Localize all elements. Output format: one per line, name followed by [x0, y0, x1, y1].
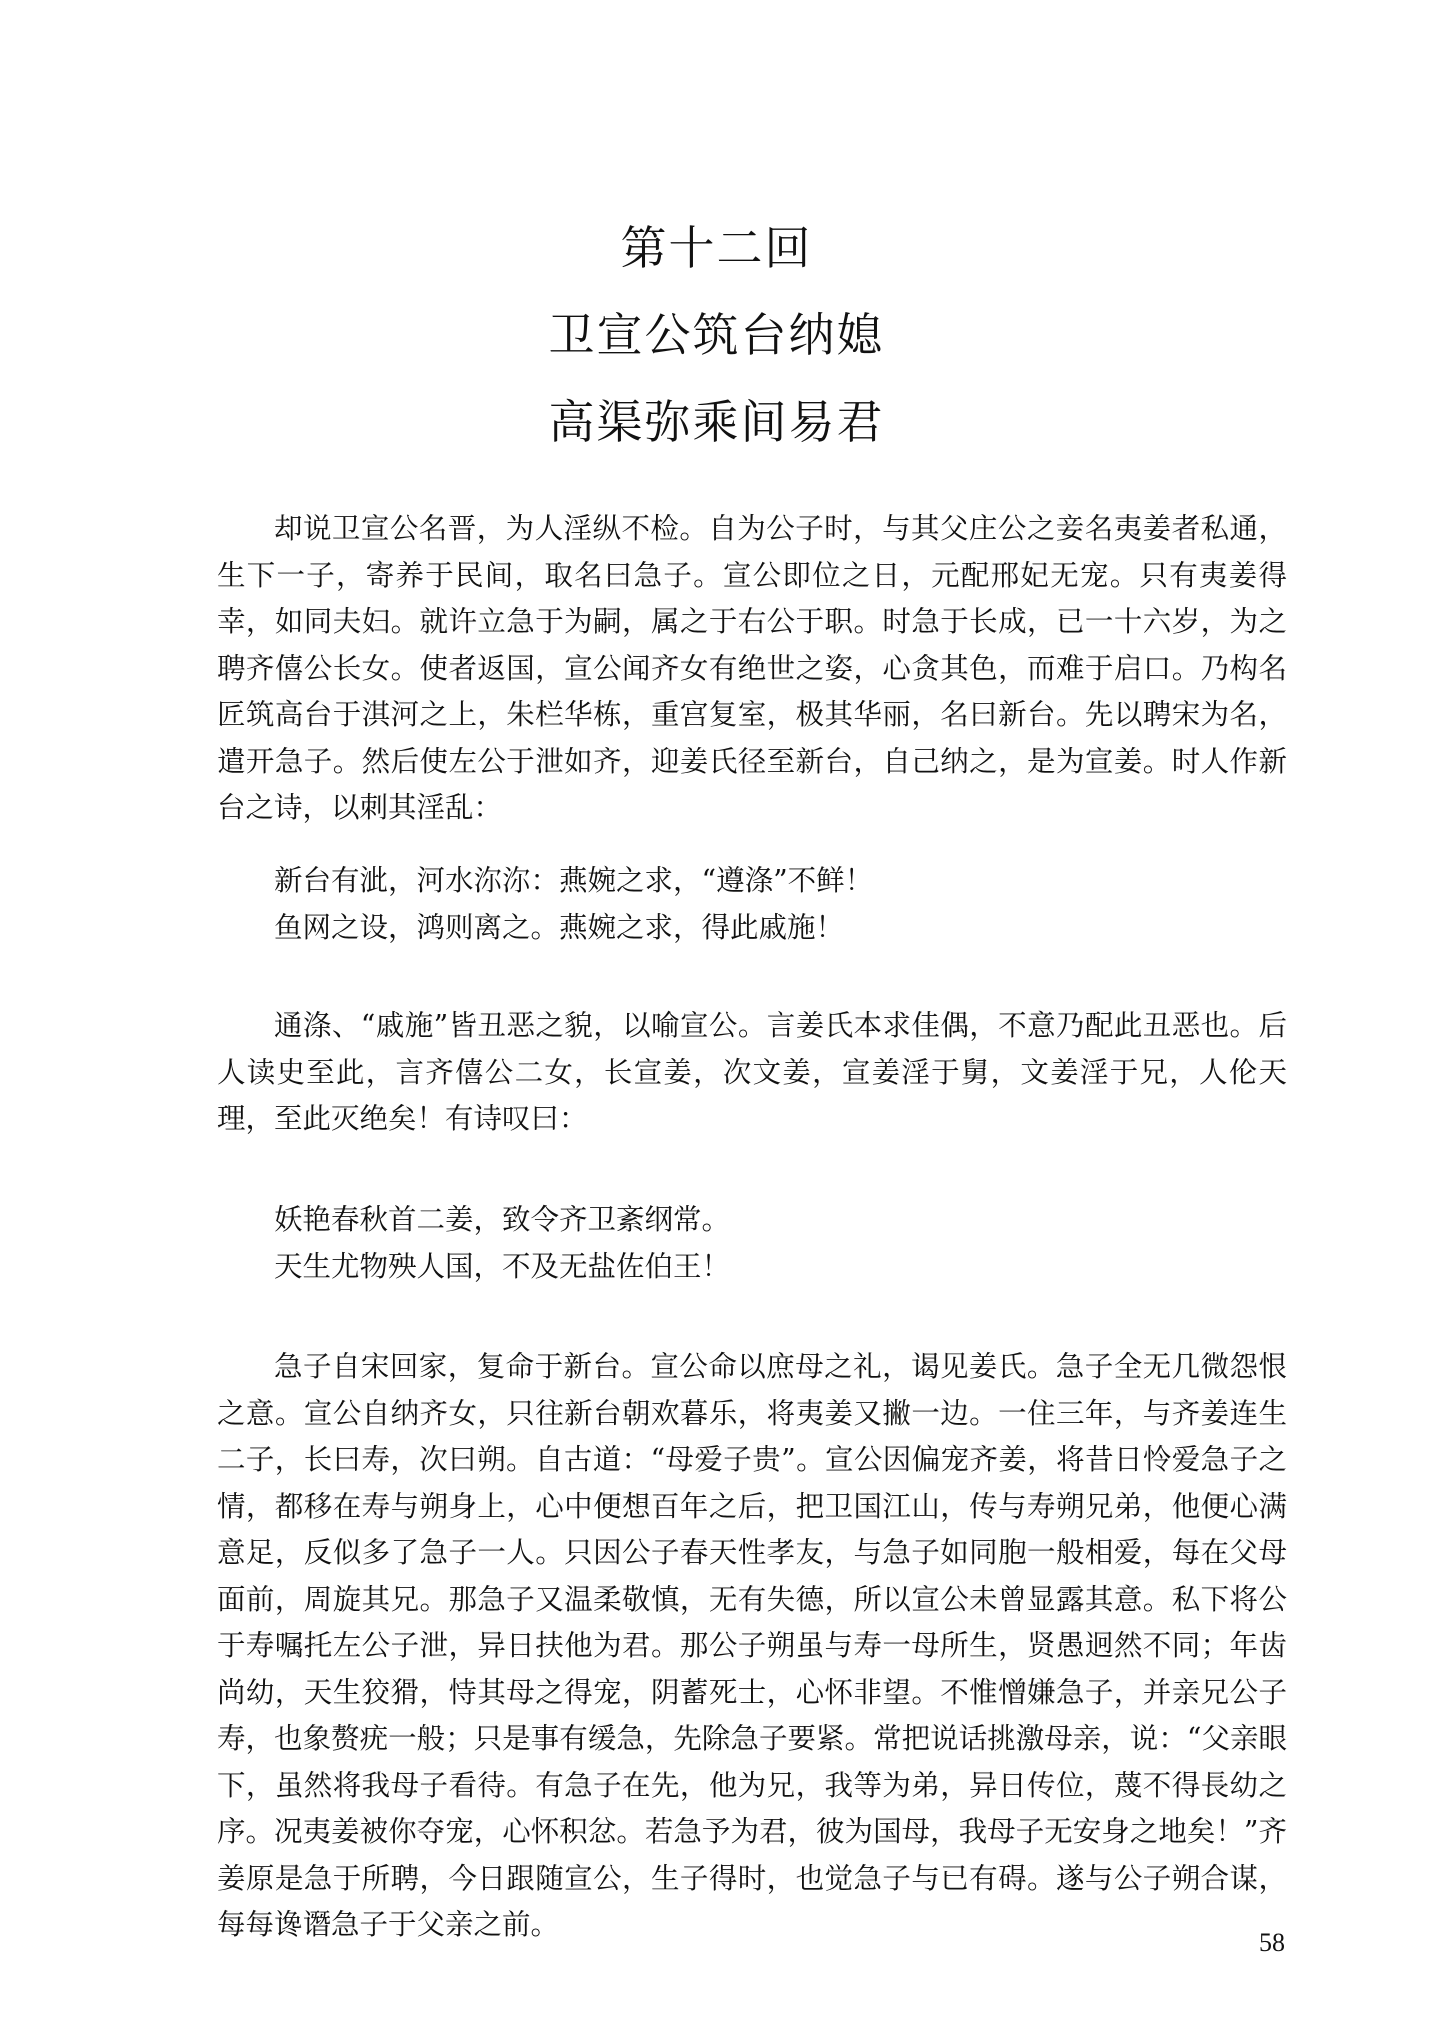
poem-verse [217, 858, 1287, 951]
poem-line: 新台有泚，河水沵沵：燕婉之求，“遵涤”不鲜！ [274, 864, 874, 897]
chapter-title-line-1: 卫宣公筑台纳媳 [548, 308, 885, 362]
body-paragraph: 急子自宋回家，复命于新台。宣公命以庶母之礼，谒见姜氏。急子全无几微怨恨之意。宣公自纳齐女，只往新台朝欢暮乐，将夷姜又撇一边。一住三年，与齐姜连生二子，长曰寿，次曰朔。自古道：“母爱子贵”。宣公因偏宠齐姜，将昔日怜爱急子之情，都移在寿与朔身上，心中便想百年之后，把卫国江山，传与寿朔兄弟，他便心满意足，反似多了急子一人。只因公子春天性孝友，与急子如同胞一般相爱，每在父母面前，周旋其兄。那急子又温柔敬慎，无有失德，所以宣公未曾显露其意。私下将公于寿嘱托左公子泄，异日扶他为君。那公子朔虽与寿一母所生，贤愚迥然不同；年齿尚幼，天生狡猾，恃其母之得宠，阴蓄死士，心怀非望。不惟憎嫌急子，并亲兄公子寿，也象赘疣一般；只是事有缓急，先除急子要紧。常把说话挑激母亲，说：“父亲眼下，虽然将我母子看待。有急子在先，他为兄，我等为弟，异日传位，蔑不得長幼之序。况夷姜被你夺宠，心怀积忿。若急予为君，彼为国母，我母子无安身之地矣！”齐姜原是急于所聘，今日跟随宣公，生子得时，也觉急子与已有碍。遂与公子朔合谋，每每谗谮急子于父亲之前。 [217, 1350, 1287, 1941]
poem-line: 天生尤物殃人国，不及无盐佐伯王！ [274, 1249, 731, 1283]
poem-line: 妖艳春秋首二姜，致令齐卫紊纲常。 [274, 1203, 731, 1236]
chapter-number: 第十二回 [620, 221, 813, 275]
body-paragraph: 通涤、“戚施”皆丑恶之貌，以喻宣公。言姜氏本求佳偶，不意乃配此丑恶也。后人读史至此，言齐僖公二女，长宣姜，次文姜，宣姜淫于舅，文姜淫于兄，人伦天理，至此灭绝矣！有诗叹曰： [217, 1009, 1287, 1135]
chapter-title-line-2: 高渠弥乘间易君 [548, 395, 885, 449]
poem-line: 鱼网之设，鸿则离之。燕婉之求，得此戚施！ [274, 910, 845, 944]
body-paragraph: 却说卫宣公名晋，为人淫纵不检。自为公子时，与其父庄公之妾名夷姜者私通，生下一子，寄养于民间，取名曰急子。宣公即位之日，元配邢妃无宠。只有夷姜得幸，如同夫妇。就许立急于为嗣，属之于右公于职。时急于长成，已一十六岁，为之聘齐僖公长女。使者返国，宣公闻齐女有绝世之姿，心贪其色，而难于启口。乃构名匠筑高台于淇河之上，朱栏华栋，重宫复室，极其华丽，名曰新台。先以聘宋为名，遣开急子。然后使左公于泄如齐，迎姜氏径至新台，自己纳之，是为宣姜。时人作新台之诗，以刺其淫乱： [217, 512, 1287, 824]
poem-verse [217, 1197, 1287, 1290]
page-number: 58 [1259, 1928, 1285, 1957]
